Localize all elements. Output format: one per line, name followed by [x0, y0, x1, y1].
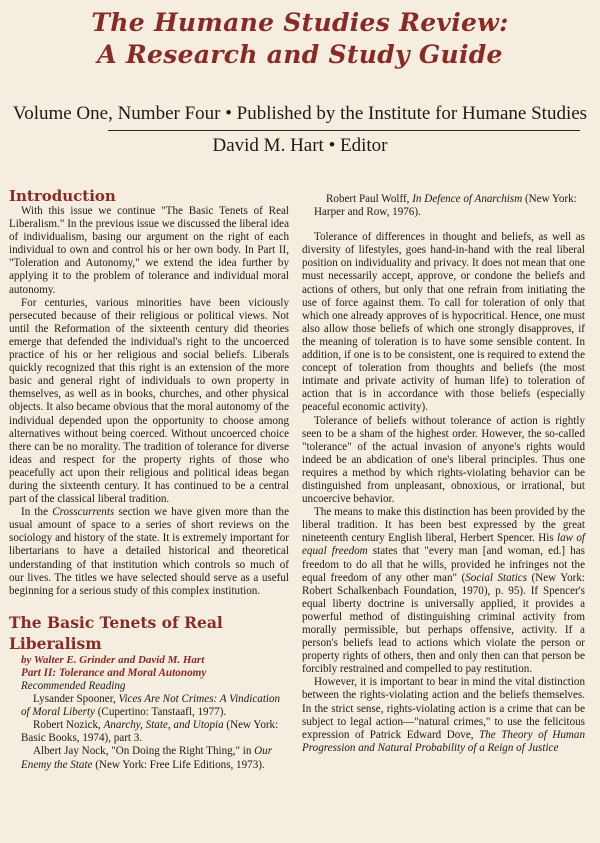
header-rule: [108, 130, 580, 131]
reading-ref-3: Albert Jay Nock, "On Doing the Right Thing," in Our Enemy the State (New York: Free Life Editions, 1973).: [21, 745, 273, 771]
body-paragraph-2: Tolerance of beliefs without tolerance of action is rightly seen to be a sham of the highest order. However, the so-called "tolerance" of the actual invasion of anyone's rights would indeed be an abdication of one's liberal principles. Thus one requires a method by which rights-violating behavior can be distinguished from unpleasant, obnoxious, or irrational, but uncoercive behavior.: [302, 414, 585, 506]
reading-ref-2: Robert Nozick, Anarchy, State, and Utopia (New York: Basic Books, 1974), part 3.: [21, 719, 279, 745]
body-paragraph-4: However, it is important to bear in mind the vital distinction between the rights-violating action and the beliefs themselves. In the strict sense, rights-violating action is a crime that can be subject to legal action—"natural crimes," to use the felicitous expression of Patrick Edward Dove, The Theory of Human Progression and Natural Probability of a Reign of Justice: [302, 676, 586, 754]
recommended-reading-label: Recommended Reading: [21, 680, 126, 692]
journal-title-line-1: The Humane Studies Review:: [91, 8, 509, 37]
journal-title-line-2: A Research and Study Guide: [97, 40, 503, 69]
body-paragraph-3: The means to make this distinction has been provided by the liberal tradition. It has been best expressed by the great nineteenth century English liberal, Herbert Spencer. His law of equal freedom states that "every man [and woman, ed.] has freedom to do all that he wills, provided he infringes not the equal freedom of any other man" (Social Statics (New York: Robert Schalkenbach Foundation, 1970), p. 95). If Spencer's equal liberty doctrine is universally applied, it provides a powerful method of distinguishing criminal activity from morally permissible, but perhaps offensive, activity. If a person's beliefs lead to actions which violate the person or property rights of others, then and only then can that person be forcibly restrained and compelled to pay restitution.: [302, 506, 585, 676]
intro-paragraph-2: For centuries, various minorities have been viciously persecuted because of their religious or political views. Not until the Reformation of the sixteenth century did theories emerge that defended the individual's right to the uncoerced practice of his or her religious and social beliefs. Liberals quickly recognized that this right is an extension of the more basic and general right of individuals to own property in themselves, as well as in books, churches, and other physical objects. It also became obvious that the moral autonomy of the individual depended upon the opportunity to choose among alternatives without being coerced. Without uncoerced choice there can be no morality. The tradition of tolerance for diverse ideas and respect for the property rights of those who peacefully act upon their religious and political ideas began during the sixteenth century. It has continued to be a central part of the classical liberal tradition.: [9, 296, 289, 506]
part-heading: Part II: Tolerance and Moral Autonomy: [21, 666, 207, 679]
article-heading: The Basic Tenets of Real Liberalism: [9, 612, 223, 653]
intro-paragraph-1: With this issue we continue "The Basic Tenets of Real Liberalism." In the previous issue we discussed the liberal idea of individualism, basing our argument on the right of each individual to own and control his or her own body. In Part II, "Toleration and Autonomy," we extend the idea further by applying it to the problem of tolerance and individual moral autonomy.: [9, 205, 289, 296]
reading-ref-4: Robert Paul Wolff, In Defence of Anarchism (New York: Harper and Row, 1976).: [314, 193, 577, 219]
publication-line: Volume One, Number Four • Published by the Institute for Humane Studies: [12, 103, 588, 124]
crosscurrents-term: Crosscurrents: [52, 506, 115, 519]
introduction-heading: Introduction: [9, 187, 116, 205]
reading-ref-1: Lysander Spooner, Vices Are Not Crimes: A Vindication of Moral Liberty (Cupertino: Tanstaafl, 1977).: [21, 693, 281, 719]
right-column: [302, 193, 585, 755]
intro-paragraph-3: In the Crosscurrents section we have given more than the usual amount of space to a series of short reviews on the sociology and history of the state. It is extremely important for libertarians to have a detailed historical and theoretical understanding of that institution which controls so much of our lives. The titles we have selected should serve as a useful beginning for a serious study of this complex institution.: [9, 506, 289, 597]
editor-line: David M. Hart • Editor: [212, 135, 388, 156]
body-paragraph-1: Tolerance of differences in thought and beliefs, as well as diversity of lifestyles, goes hand-in-hand with the real liberal position on individuality and privacy. It does not mean that one must necessarily accept, approve, or condone the beliefs and actions of others, but only that one refrain from initiating the use of force against them. To call for toleration of only that which one already approves of is hypocritical. Hence, one must also allow those beliefs of which one strongly disapproves, if the meaning of toleration is to have some sensible content. In addition, if one is to be consistent, one is required to extend the concept of toleration from thoughts and beliefs (the most intimate and private activity of human life) to toleration of action that is in accordance with those beliefs (especially peaceful economic activity).: [302, 231, 585, 414]
article-authors: by Walter E. Grinder and David M. Hart: [21, 653, 205, 666]
left-column: [9, 188, 289, 772]
